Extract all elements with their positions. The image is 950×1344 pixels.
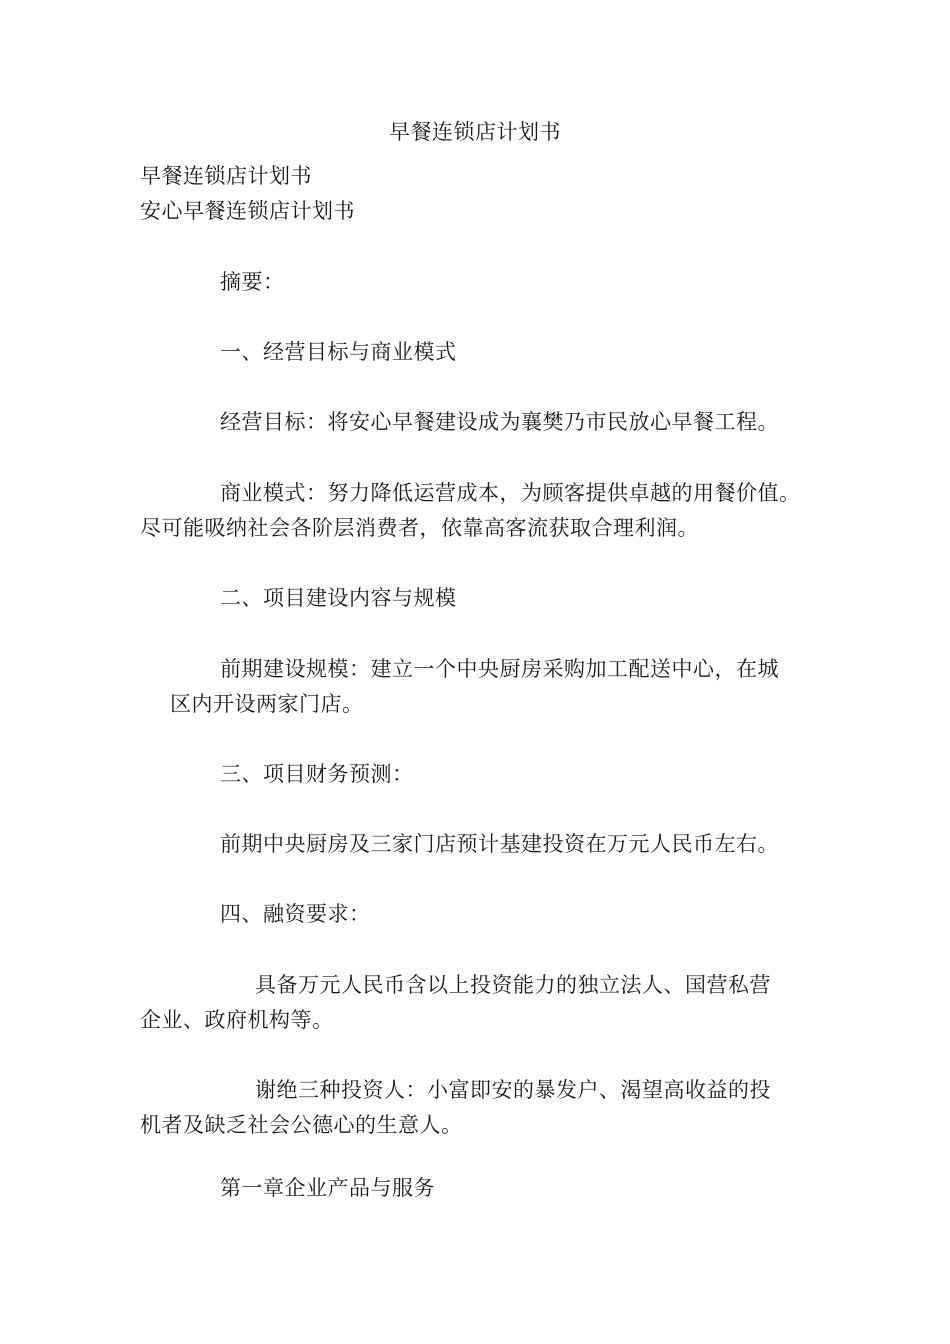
paragraph-line: 机者及缺乏社会公德心的生意人。 bbox=[140, 1113, 463, 1137]
paragraph-line: 尽可能吸纳社会各阶层消费者，依靠高客流获取合理利润。 bbox=[140, 516, 699, 540]
chapter-heading: 第一章企业产品与服务 bbox=[220, 1176, 435, 1200]
abstract-heading: 摘要： bbox=[220, 270, 285, 294]
paragraph-line: 企业、政府机构等。 bbox=[140, 1008, 334, 1032]
paragraph-line: 前期中央厨房及三家门店预计基建投资在万元人民币左右。 bbox=[220, 832, 779, 856]
section-heading: 二、项目建设内容与规模 bbox=[220, 586, 457, 610]
section-heading: 四、融资要求： bbox=[220, 902, 371, 926]
subtitle-line: 早餐连锁店计划书 bbox=[140, 164, 312, 188]
paragraph-line: 商业模式：努力降低运营成本，为顾客提供卓越的用餐价值。 bbox=[220, 481, 801, 505]
paragraph-line: 区内开设两家门店。 bbox=[170, 692, 364, 716]
section-heading: 一、经营目标与商业模式 bbox=[220, 340, 457, 364]
section-heading: 三、项目财务预测： bbox=[220, 762, 414, 786]
paragraph-line: 经营目标：将安心早餐建设成为襄樊乃市民放心早餐工程。 bbox=[220, 410, 779, 434]
paragraph-line: 谢绝三种投资人：小富即安的暴发户、渴望高收益的投 bbox=[255, 1078, 771, 1102]
paragraph-line: 具备万元人民币含以上投资能力的独立法人、国营私营 bbox=[255, 973, 771, 997]
paragraph-line: 前期建设规模：建立一个中央厨房采购加工配送中心，在城 bbox=[220, 657, 779, 681]
subtitle-line: 安心早餐连锁店计划书 bbox=[140, 199, 355, 223]
document-title: 早餐连锁店计划书 bbox=[389, 120, 561, 144]
